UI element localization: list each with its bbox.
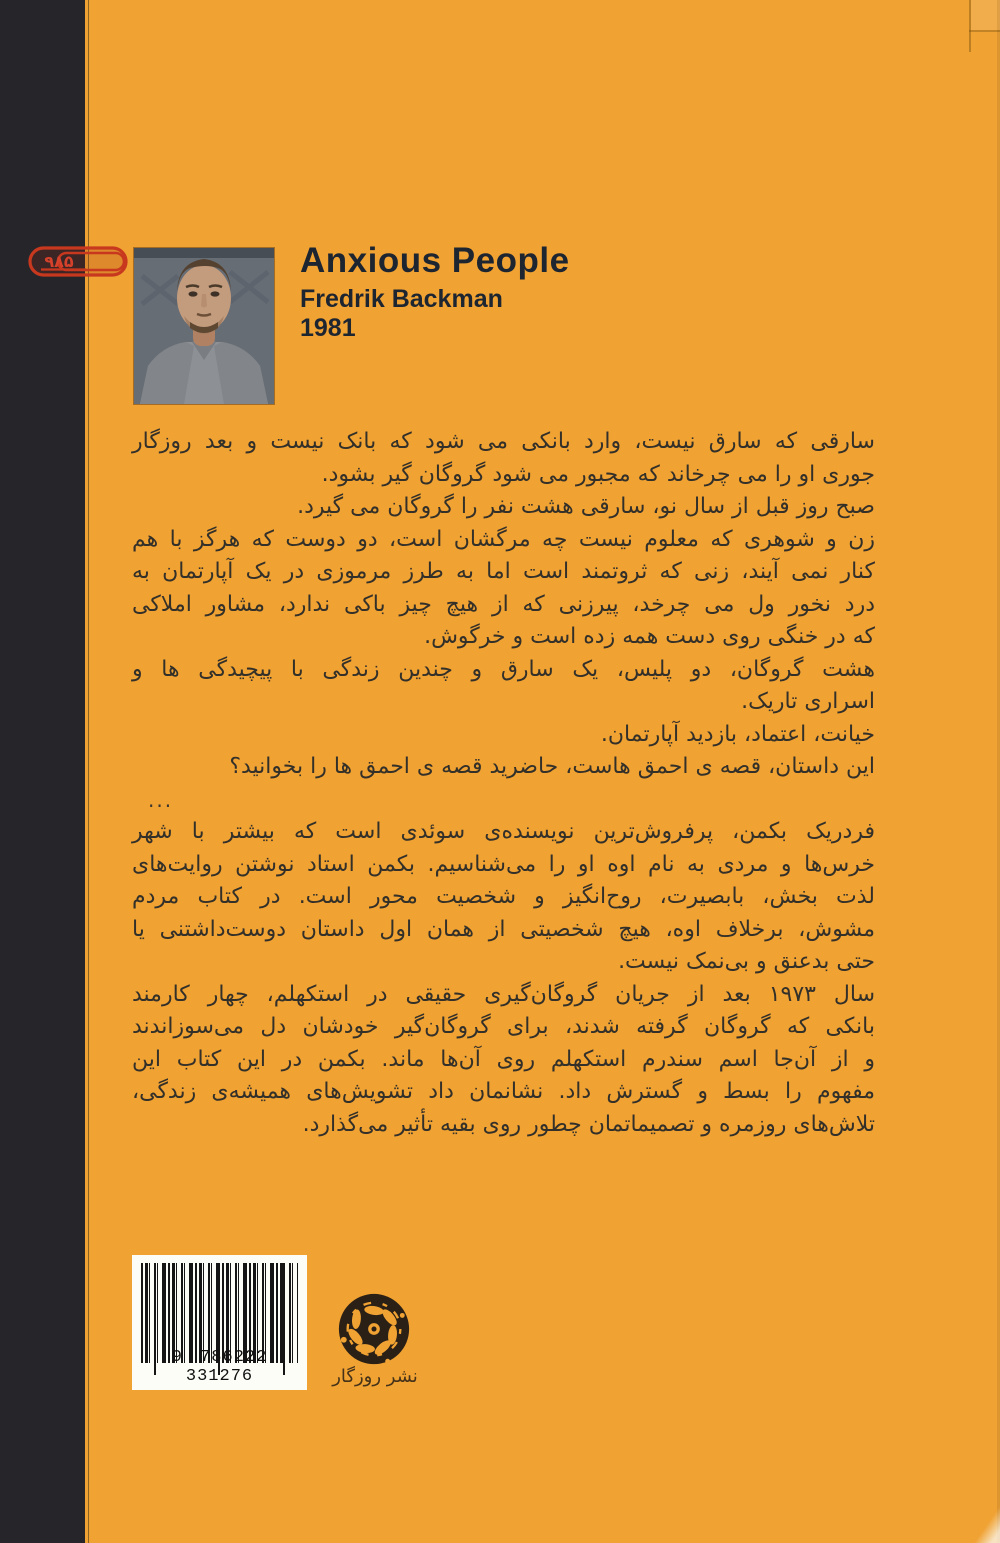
synopsis-line: مفهوم را بسط و گسترش داد. نشانمان داد تشویش‌های همیشه‌ی زندگی، [132, 1079, 875, 1104]
synopsis-line: این داستان، قصه ی احمق هاست، حاضرید قصه ی احمق ها را بخوانید؟ [229, 754, 875, 779]
synopsis-line: خیانت، اعتماد، بازدید آپارتمان. [600, 721, 875, 747]
book-author: Fredrik Backman [300, 285, 503, 313]
synopsis-line: سال ۱۹۷۳ بعد از جریان گروگان‌گیری حقیقی در استکهلم، چهار کارمند [132, 981, 875, 1007]
spine-divider-line [88, 0, 89, 1543]
synopsis-line: درد نخور ول می چرخد، پیرزنی که از هیچ چیز باکی ندارد، مشاور املاکی [132, 591, 875, 617]
synopsis-line: که در خنگی روی دست همه زده است و خرگوش. [424, 624, 875, 649]
book-year: 1981 [300, 314, 356, 342]
synopsis-line: هشت گروگان، دو پلیس، یک سارق و چندین زندگی با پیچیدگی ها و [132, 656, 875, 682]
synopsis-line: فردریک بکمن، پرفروش‌ترین نویسنده‌ی سوئدی است که بیشتر با شهر [132, 819, 875, 844]
synopsis-line: اسراری تاریک. [741, 689, 875, 714]
synopsis-line: و از آن‌جا اسم سندرم استکهلم روی آن‌ها ماند. بکمن در این کتاب این [132, 1046, 875, 1072]
page-curl [972, 1500, 1000, 1543]
author-photo [133, 247, 275, 405]
synopsis-line: کنار نمی آیند، زنی که ثروتمند است اما به طرز مرموزی در یک آپارتمان به [132, 559, 875, 584]
synopsis [132, 426, 875, 1141]
synopsis-line: حتی بدعنق و بی‌نمک نیست. [618, 949, 875, 974]
synopsis-line: مشوش، برخلاف اوه، هیچ شخصیتی از همان اول داستان دوست‌داشتنی یا [132, 916, 875, 942]
synopsis-line: زن و شوهری که معلوم نیست چه مرگشان است، دو دوست که هرگز با هم [132, 526, 875, 552]
synopsis-line: بانکی که گروگان گرفته شدند، برای گروگان‌گیر خودشان دل می‌سوزاندند [132, 1014, 875, 1039]
synopsis-line: جوری او را می چرخاند که مجبور می شود گروگان گیر بشود. [321, 461, 875, 487]
synopsis-line: صبح روز قبل از سال نو، سارقی هشت نفر را گروگان می گیرد. [297, 494, 875, 519]
barcode [132, 1255, 307, 1390]
book-title: Anxious People [300, 241, 570, 280]
publisher-name: نشر روزگار [332, 1366, 418, 1387]
ellipsis-line: ... [148, 787, 174, 812]
paperclip-badge-icon [28, 243, 130, 281]
synopsis-line: سارقی که سارق نیست، وارد بانکی می شود که بانک نیست و بعد روزگار [132, 429, 875, 454]
spine-stripe [0, 0, 85, 1543]
fold-crease-horizontal [969, 30, 1000, 32]
corner-highlight [971, 0, 1000, 30]
synopsis-line: خرس‌ها و مردی به نام اوه او را می‌شناسیم. بکمن استاد نوشتن روایت‌های [132, 851, 875, 877]
isbn-number: 9 786222 331276 [171, 1348, 268, 1386]
publisher-stamp-icon [334, 1291, 414, 1369]
synopsis-line: تلاش‌های روزمره و تصمیماتمان چطور روی بقیه تأثیر می‌گذارد. [302, 1111, 875, 1137]
synopsis-line: لذت بخش، بابصیرت، روح‌انگیز و شخصیت محور است. در کتاب مردم [132, 884, 875, 909]
page-number: ۹۸۵ [44, 252, 74, 271]
